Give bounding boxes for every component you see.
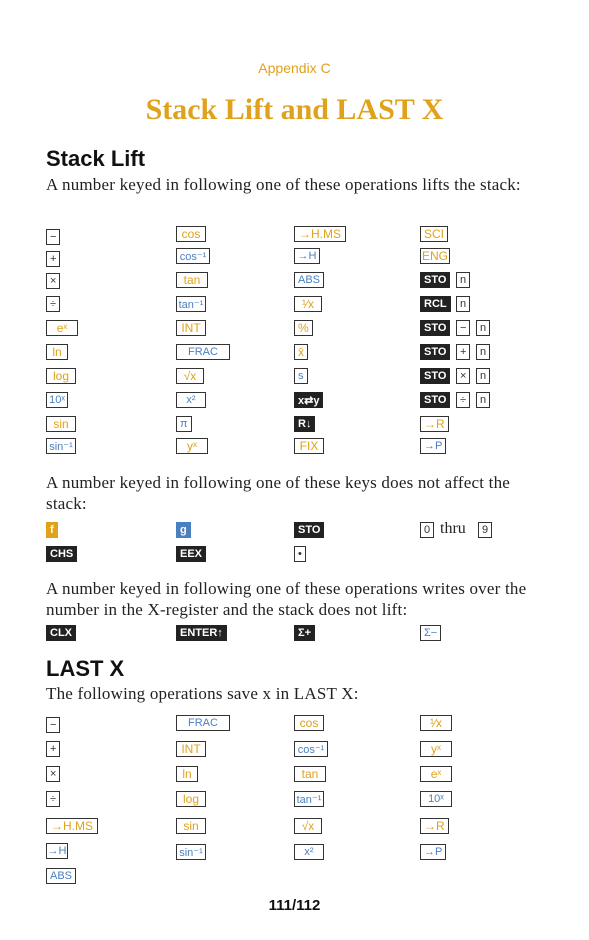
- fix-key: FIX: [294, 438, 324, 454]
- sto-key: STO: [294, 522, 324, 538]
- exp-key: eˣ: [46, 320, 78, 336]
- n-key: n: [456, 296, 470, 312]
- chs-key: CHS: [46, 546, 77, 562]
- arctan-key: tan⁻¹: [294, 791, 324, 807]
- clx-key: CLX: [46, 625, 76, 641]
- reciprocal-key: ¹⁄x: [294, 296, 322, 312]
- n-key: n: [476, 392, 490, 408]
- ln-key: ln: [176, 766, 198, 782]
- sto-key: STO: [420, 392, 450, 408]
- last-x-intro: The following operations save x in LAST X:: [46, 684, 359, 703]
- to-rect-key: →R: [420, 818, 449, 834]
- page-title: Stack Lift and LAST X: [145, 93, 444, 126]
- zero-key: 0: [420, 522, 434, 538]
- to-h-key: →H: [47, 845, 67, 857]
- arccos-key: cos⁻¹: [176, 248, 210, 264]
- sin-key: sin: [176, 818, 206, 834]
- multiply-key: ×: [456, 368, 470, 384]
- power-key: yˣ: [420, 741, 452, 757]
- to-hms-key: →H.MS: [294, 226, 346, 242]
- sto-key: STO: [420, 368, 450, 384]
- to-rect-key: →R: [420, 416, 449, 432]
- last-x-heading: LAST X: [46, 656, 125, 681]
- add-key: +: [456, 344, 470, 360]
- n-key: n: [476, 368, 490, 384]
- to-hms-key: →H.MS: [46, 818, 98, 834]
- sigma-minus-key: Σ−: [420, 625, 441, 641]
- no-effect-intro: A number keyed in following one of these keys does not affect the stack:: [46, 473, 511, 513]
- tan-key: tan: [294, 766, 326, 782]
- page-number: 111/112: [268, 897, 321, 914]
- swap-key: x⇄y: [294, 392, 323, 408]
- add-key: +: [46, 741, 60, 757]
- sto-key: STO: [420, 320, 450, 336]
- enter-key: ENTER↑: [176, 625, 227, 641]
- arctan-key: tan⁻¹: [176, 296, 206, 312]
- n-key: n: [476, 344, 490, 360]
- arcsin-key: sin⁻¹: [46, 438, 76, 454]
- arccos-key: cos⁻¹: [294, 741, 328, 757]
- ln-key: ln: [46, 344, 68, 360]
- divide-key: ÷: [46, 296, 60, 312]
- subtract-key: −: [456, 320, 470, 336]
- square-key: x²: [176, 392, 206, 408]
- multiply-key: ×: [46, 766, 60, 782]
- cos-key: cos: [176, 226, 206, 242]
- reciprocal-key: ¹⁄x: [420, 715, 452, 731]
- log-key: log: [46, 368, 76, 384]
- ten-power-key: 10ˣ: [46, 392, 68, 408]
- ten-power-key: 10ˣ: [420, 791, 452, 807]
- square-key: x²: [294, 844, 324, 860]
- sigma-plus-key: Σ+: [294, 625, 315, 641]
- frac-key: FRAC: [176, 715, 230, 731]
- rcl-key: RCL: [420, 296, 451, 312]
- f-key: f: [46, 522, 58, 538]
- abs-key: ABS: [46, 868, 76, 884]
- sqrt-key: √x: [176, 368, 204, 384]
- divide-key: ÷: [46, 791, 60, 807]
- subtract-key: −: [46, 229, 60, 245]
- cos-key: cos: [294, 715, 324, 731]
- abs-key: ABS: [294, 272, 324, 288]
- n-key: n: [456, 272, 470, 288]
- thru-text: thru: [440, 520, 466, 537]
- sin-key: sin: [46, 416, 76, 432]
- n-key: n: [476, 320, 490, 336]
- multiply-key: ×: [46, 273, 60, 289]
- stack-lift-heading: Stack Lift: [46, 146, 146, 171]
- exp-key: eˣ: [420, 766, 452, 782]
- eng-key: ENG: [422, 249, 449, 263]
- int-key: INT: [176, 320, 206, 336]
- nine-key: 9: [478, 522, 492, 538]
- g-key: g: [176, 522, 191, 538]
- tan-key: tan: [176, 272, 208, 288]
- mean-key: x̄: [294, 344, 308, 360]
- appendix-label: Appendix C: [258, 60, 331, 76]
- to-polar-key: →P: [420, 844, 446, 860]
- percent-key: %: [294, 320, 313, 336]
- int-key: INT: [176, 741, 206, 757]
- to-h-key: →H: [294, 248, 320, 264]
- roll-down-key: R↓: [294, 416, 315, 432]
- frac-key: FRAC: [176, 344, 230, 360]
- decimal-point-key: •: [294, 546, 306, 562]
- add-key: +: [46, 251, 60, 267]
- arcsin-key: sin⁻¹: [176, 844, 206, 860]
- pi-key: π: [176, 416, 192, 432]
- sci-key: SCI: [420, 226, 448, 242]
- sto-key: STO: [420, 344, 450, 360]
- power-key: yˣ: [176, 438, 208, 454]
- subtract-key: −: [46, 717, 60, 733]
- overwrite-intro: A number keyed in following one of these operations writes over the number in the X-register and the stack does not lift:: [46, 579, 527, 619]
- stack-lift-intro: A number keyed in following one of these operations lifts the stack:: [46, 175, 521, 194]
- divide-key: ÷: [456, 392, 470, 408]
- sto-key: STO: [420, 272, 450, 288]
- sqrt-key: √x: [294, 818, 322, 834]
- to-polar-key: →P: [420, 438, 446, 454]
- log-key: log: [176, 791, 206, 807]
- eex-key: EEX: [176, 546, 206, 562]
- std-dev-key: s: [294, 368, 308, 384]
